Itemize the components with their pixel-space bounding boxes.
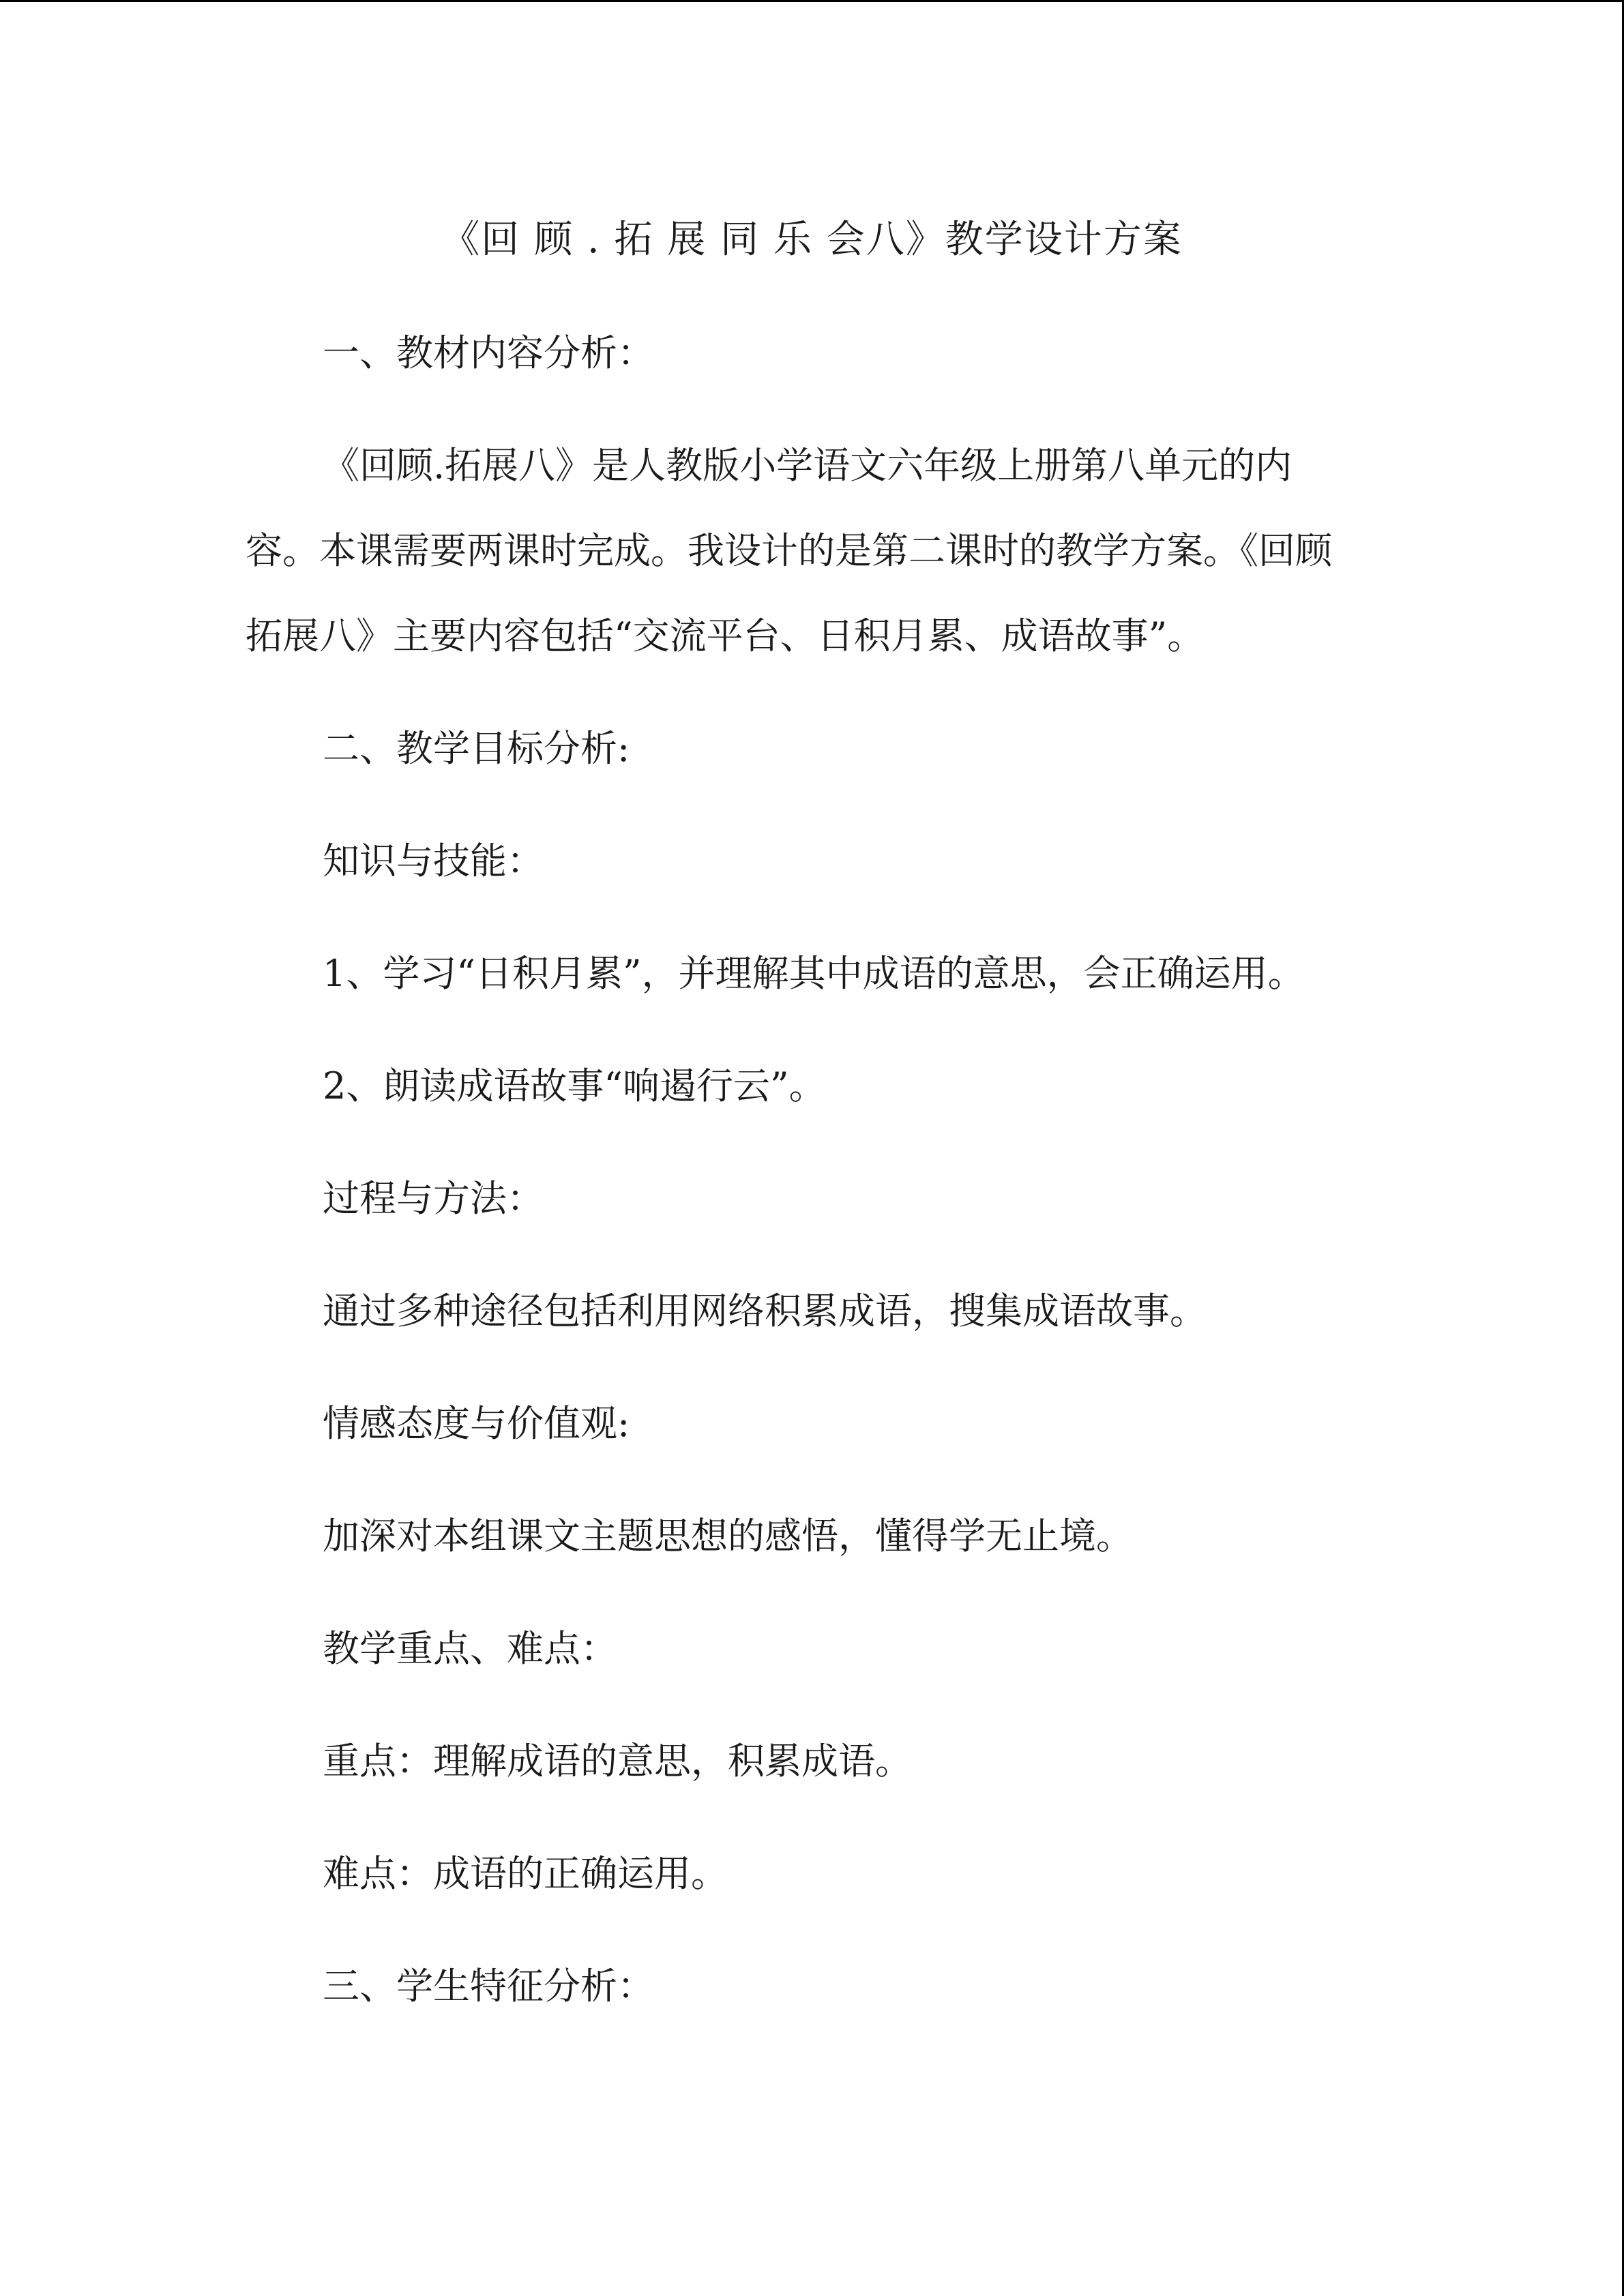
paragraph-line: 重点：理解成语的意思，积累成语。 xyxy=(323,1740,912,1783)
paragraph-line: 难点：成语的正确运用。 xyxy=(323,1852,728,1895)
subheading-emotion-values: 情感态度与价值观: xyxy=(323,1402,630,1445)
paragraph-line: 通过多种途径包括利用网络积累成语，搜集成语故事。 xyxy=(323,1289,1207,1332)
paragraph-line: 《回顾.拓展八》是人教版小学语文六年级上册第八单元的内 xyxy=(323,444,1293,487)
paragraph-line: 拓展八》主要内容包括“交流平台、日积月累、成语故事”。 xyxy=(246,614,1205,657)
list-item: 2、朗读成语故事“响遏行云”。 xyxy=(323,1064,826,1107)
section-heading-student-analysis: 三、学生特征分析： xyxy=(323,1965,654,2008)
document-title: 《回 顾 . 拓 展 同 乐 会八》教学设计方案 xyxy=(441,218,1183,262)
paragraph-line: 加深对本组课文主题思想的感悟，懂得学无止境。 xyxy=(323,1515,1133,1557)
section-heading-objectives: 二、教学目标分析: xyxy=(323,727,630,770)
section-heading-material-analysis: 一、教材内容分析： xyxy=(323,331,654,374)
paragraph-line: 容。本课需要两课时完成。我设计的是第二课时的教学方案。《回顾 xyxy=(246,529,1332,572)
subheading-process-method: 过程与方法： xyxy=(323,1177,544,1220)
subheading-knowledge-skills: 知识与技能： xyxy=(323,839,544,882)
top-border xyxy=(0,0,1624,2)
list-item: 1、学习“日积月累”，并理解其中成语的意思，会正确运用。 xyxy=(323,952,1305,995)
subheading-key-difficult: 教学重点、难点： xyxy=(323,1627,617,1670)
